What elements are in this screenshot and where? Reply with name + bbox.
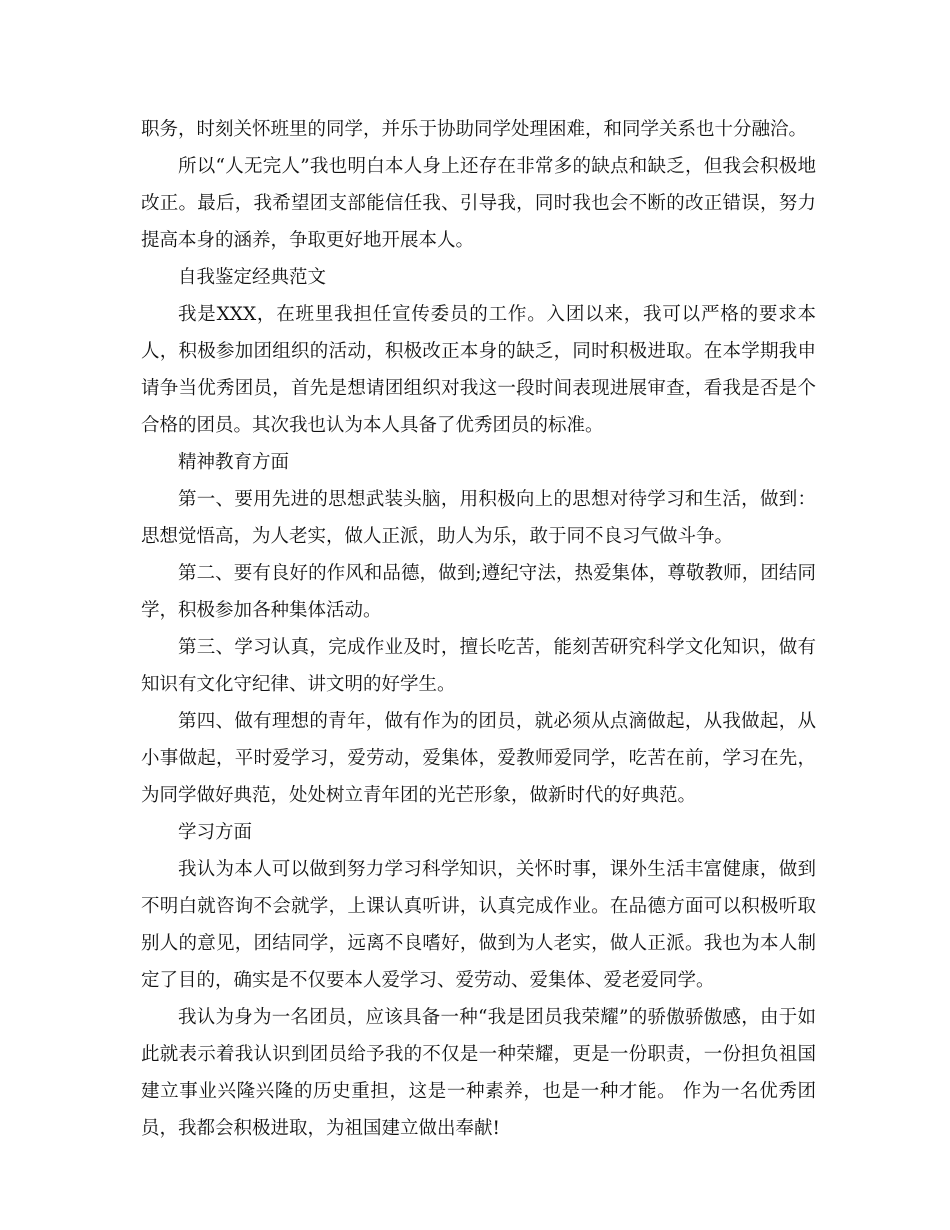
paragraph: 我认为身为一名团员，应该具备一种“我是团员我荣耀”的骄傲骄傲感，由于如此就表示着我认识到团员给予我的不仅是一种荣耀，更是一份职责，一份担负祖国建立事业兴隆兴隆的历史重担，这是一种素养，也是一种才能。 作为一名优秀团员，我都会积极进取，为祖国建立做出奉献! (141, 1007, 816, 1139)
paragraph: 第四、做有理想的青年，做有作为的团员，就必须从点滴做起，从我做起，从小事做起，平时爱学习，爱劳动，爱集体，爱教师爱同学，吃苦在前，学习在先，为同学做好典范，处处树立青年团的光芒形象，做新时代的好典范。 (141, 711, 816, 806)
document-body (141, 111, 816, 1147)
section-heading: 学习方面 (178, 822, 253, 843)
paragraph: 我是XXX，在班里我担任宣传委员的工作。入团以来，我可以严格的要求本人，积极参加团组织的活动，积极改正本身的缺乏，同时积极进取。在本学期我申请争当优秀团员，首先是想请团组织对我这一段时间表现进展审查，看我是否是个合格的团员。其次我也认为本人具备了优秀团员的标准。 (141, 304, 816, 436)
paragraph: 第一、要用先进的思想武装头脑，用积极向上的思想对待学习和生活，做到：思想觉悟高，为人老实，做人正派，助人为乐，敢于同不良习气做斗争。 (141, 489, 816, 547)
paragraph: 我认为本人可以做到努力学习科学知识，关怀时事，课外生活丰富健康，做到不明白就咨询不会就学，上课认真听讲，认真完成作业。在品德方面可以积极听取别人的意见，团结同学，远离不良嗜好，做到为人老实，做人正派。我也为本人制定了目的，确实是不仅要本人爱学习、爱劳动、爱集体、爱老爱同学。 (141, 859, 816, 991)
paragraph: 第二、要有良好的作风和品德，做到;遵纪守法，热爱集体，尊敬教师，团结同学，积极参加各种集体活动。 (141, 563, 816, 621)
paragraph-continuation: 职务，时刻关怀班里的同学，并乐于协助同学处理困难，和同学关系也十分融洽。 (141, 119, 808, 140)
section-heading: 自我鉴定经典范文 (178, 267, 327, 288)
paragraph: 第三、学习认真，完成作业及时，擅长吃苦，能刻苦研究科学文化知识，做有知识有文化守纪律、讲文明的好学生。 (141, 637, 816, 695)
section-heading: 精神教育方面 (178, 452, 290, 473)
paragraph: 所以“人无完人”我也明白本人身上还存在非常多的缺点和缺乏，但我会积极地改正。最后，我希望团支部能信任我、引导我，同时我也会不断的改正错误，努力提高本身的涵养，争取更好地开展本人。 (141, 156, 816, 251)
